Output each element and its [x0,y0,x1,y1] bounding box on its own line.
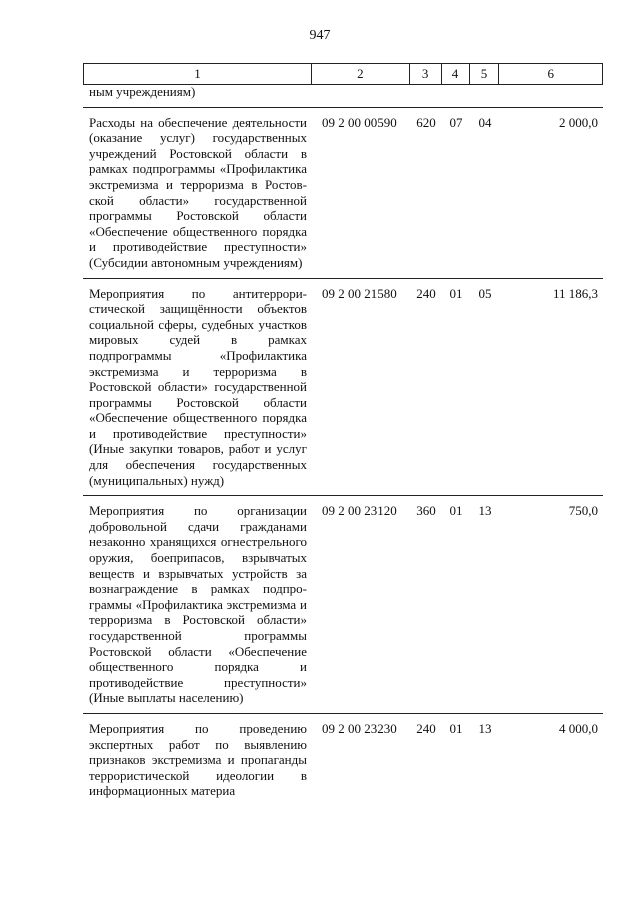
row-subsection: 04 [478,114,492,130]
page-number: 947 [309,28,331,43]
row-amount: 11 186,3 [552,285,598,301]
row-amount: 4 000,0 [559,720,598,736]
table-body [83,84,603,799]
header-col-5: 5 [470,64,500,84]
row-target-code: 09 2 00 23120 [322,503,397,519]
header-col-6: 6 [547,66,554,81]
continuation-text: ным учреждениям) [89,84,196,99]
header-col-4: 4 [442,64,470,84]
row-expense-type: 620 [416,114,436,130]
table-row [83,107,603,271]
row-amount: 750,0 [568,503,598,519]
header-col-2: 2 [312,64,410,84]
row-subsection: 13 [478,720,492,736]
row-target-code: 09 2 00 21580 [322,285,397,301]
table-row-continuation [83,84,603,100]
row-section: 01 [449,503,463,519]
row-amount: 2 000,0 [559,114,598,130]
row-description: Мероприятия по организации добровольной сдачи гражданами незаконно хранящихся огнестрельного оружия, боеприпасов, взрывчатых веществ и взрывчатых устройств за вознаграждение в рамках подпрограммы «Профилактика экстремизма и терроризма в Ростовской области» государственной программы Ростовской области «Обеспечение общественного порядка и противодействие преступности» (Иные выплаты населению) [89,503,307,706]
row-subsection: 05 [478,285,492,301]
row-expense-type: 240 [416,720,436,736]
row-section: 07 [449,114,463,130]
row-description: Мероприятия по проведению экспертных работ по выявлению признаков экстремизма и пропаганды террористической идеологии в информационных материа [89,720,307,799]
table-row [83,713,603,799]
table-row [83,495,603,706]
header-col-3: 3 [410,64,442,84]
row-section: 01 [449,285,463,301]
row-description: Мероприятия по антитеррористической защищённости объектов социальной сферы, судебных участков мировых судей в рамках подпрограммы «Профилактика экстремизма и терроризма в Ростовской области» государственной программы Ростовской области «Обеспечение общественного порядка и противодействие преступности» (Иные закупки товаров, работ и услуг для обеспечения государственных (муниципальных) нужд) [89,285,307,488]
row-target-code: 09 2 00 00590 [322,114,397,130]
row-target-code: 09 2 00 23230 [322,720,397,736]
table-row [83,278,603,489]
header-col-1: 1 [84,64,312,84]
row-subsection: 13 [478,503,492,519]
row-expense-type: 240 [416,285,436,301]
row-expense-type: 360 [416,503,436,519]
row-description: Расходы на обеспечение деятельности (оказание услуг) государственных учреждений Ростовской области в рамках подпрограммы «Профилактика экстремизма и терроризма в Ростовской области» государственной программы Ростовской области «Обеспечение общественного порядка и противодействие преступности» (Субсидии автономным учреждениям) [89,114,307,270]
table-header [83,63,603,85]
row-section: 01 [449,720,463,736]
